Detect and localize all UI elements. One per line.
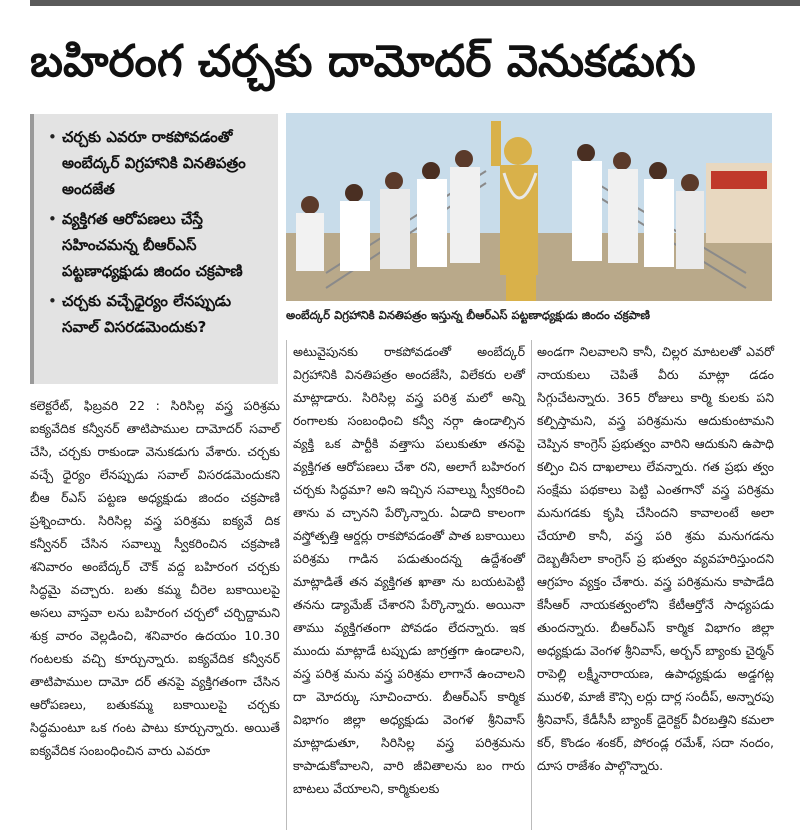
column-divider (531, 340, 532, 830)
highlight-item (46, 206, 270, 284)
bullet-icon: • (48, 128, 57, 146)
top-rule (30, 0, 800, 6)
highlight-text: చర్చకు ఎవరూ రాకపోవడంతో అంబేద్కర్ విగ్రహానికి వినతిపత్రం అందజేత (62, 128, 246, 198)
bullet-icon: • (48, 210, 57, 228)
bullet-icon: • (48, 292, 57, 310)
photo-illustration (286, 113, 772, 301)
photo-caption: అంబేద్కర్ విగ్రహానికి వినతిపత్రం ఇస్తున్న బీఆర్ఎస్ పట్టణాధ్యక్షుడు జిందం చక్రపాణి (286, 308, 650, 322)
headline: బహిరంగ చర్చకు దామోదర్ వెనుకడుగు (30, 36, 696, 87)
article-column-2 (293, 340, 525, 830)
photo-poster-band (711, 171, 767, 189)
highlights-box (30, 114, 278, 384)
highlight-item (46, 288, 270, 340)
column-divider (286, 340, 287, 830)
highlight-text: వ్యక్తిగత ఆరోపణలు చేస్తే సహించమన్న బీఆర్ఎస్ పట్టణాధ్యక్షుడు జిందం చక్రపాణి (62, 210, 243, 280)
article-paragraph: అండగా నిలవాలని కానీ, చిల్లర మాటలతో ఎవరో నాయకులు చెపితే వీరు మాట్లా డడం సిగ్గుచేటన్నారు. 365 రోజులు కార్మి కులకు పని కల్పిస్తామని, వస్త్ర పరిశ్రమను ఆదుకుంటామని చెప్పిన కాంగ్రెస్ ప్రభుత్వం వారిని ఆదుకుని ఉపాధి కల్పిం చిన దాఖలాలు లేవన్నారు. గత ప్రభు త్వం సంక్షేమ పథకాలు పెట్టి ఎంతగానో వస్త్ర పరిశ్రమ మనుగడకు కృషి చేసిందని కావాలంటే అలా చేయాలి కానీ, వస్త్ర పరి శ్రమ మనుగడను దెబ్బతీసేలా కాంగ్రెస్ ప్ర భుత్వం వ్యవహరిస్తుందని ఆగ్రహం వ్యక్తం చేశారు. వస్త్ర పరిశ్రమను కాపాడేది కేసీఆర్ నాయకత్వంలోని కేటీఆర్తోనే సాధ్యపడు తుందన్నారు. బీఆర్ఎస్ కార్మిక విభాగం జిల్లా అధ్యక్షుడు వెంగళ శ్రీనివాస్, అర్బన్ బ్యాంకు చైర్మన్ రాపెల్లి లక్ష్మీనారాయణ, ఉపాధ్యక్షుడు అడ్డగట్ల మురళి, మాజీ కౌన్సి లర్లు దార్ల సందీప్, అన్నారపు శ్రీనివాస్, కేడీసీసీ బ్యాంక్ డైరెక్టర్ వీరబత్తిని కమలా కర్, కొండం శంకర్, పోరండ్ల రమేశ్, సదా నందం, దూస రాజేశం పాల్గొన్నారు. (537, 344, 774, 773)
article-paragraph: కలెక్టరేట్, ఫిబ్రవరి 22 : సిరిసిల్ల వస్త్ర పరిశ్రమ ఐక్యవేదిక కన్వీనర్ తాటిపాముల దామోదర్ సవాల్ చేసి, చర్చకు రాకుండా వెనుకడుగు వేశారు. చర్చకు వచ్చే ధైర్యం లేనప్పుడు సవాల్ విసరడమెందుకని బీఆ ర్ఎస్ పట్టణ అధ్యక్షుడు జిందం చక్రపాణి ప్రశ్నించారు. సిరిసిల్ల వస్త్ర పరిశ్రమ ఐక్యవే దిక కన్వీనర్ చేసిన సవాల్ను స్వీకరించిన చక్రపాణి శనివారం అంబేద్కర్ చౌక్ వద్ద బహిరంగ చర్చకు సిద్ధమై వచ్చారు. బతు కమ్మ చీరెల బకాయిలపై అసలు వాస్తవా లను బహిరంగ చర్చలో చర్చిద్దామని శుక్ర వారం వెల్లడించి, శనివారం ఉదయం 10.30 గంటలకు వచ్చి కూర్చున్నారు. ఐక్యవేదిక కన్వీనర్ తాటిపాముల దామో దర్ తనపై వ్యక్తిగతంగా చేసిన ఆరోపణలు, బతుకమ్మ బకాయిలపై చర్చకు సిద్ధమంటూ ఒక గంట పాటు కూర్చున్నారు. అయితే ఐక్యవేదిక సంబంధించిన వారు ఎవరూ (30, 398, 280, 758)
article-column-3 (537, 340, 774, 830)
highlight-item (46, 124, 270, 202)
article-column-1 (30, 394, 280, 830)
news-photo (286, 113, 772, 301)
article-paragraph: అటువైపునకు రాకపోవడంతో అంబేద్కర్ విగ్రహానికి వినతిపత్రం అందజేసి, విలేకరు లతో మాట్లాడారు. సిరిసిల్ల వస్త్ర పరిశ్ర మలో అన్ని రంగాలకు సంబంధించి కన్వీ నర్గా ఉండాల్సిన వ్యక్తి ఒక పార్టీకి వత్తాసు పలుకుతూ తనపై వ్యక్తిగత ఆరోపణలు చేశా రని, అలాగే బహిరంగ చర్చకు సిద్ధమా? అని ఇచ్చిన సవాల్ను స్వీకరించి తాను వ చ్చానని పేర్కొన్నారు. ఏడాది కాలంగా వస్త్రోత్పత్తి ఆర్డర్లు రాకపోవడంతో పాత బకాయిలు పరిశ్రమ గాడిన పడుతుందన్న ఉద్దేశంతో మాట్లాడితే తన వ్యక్తిగత ఖాతా ను బయటపెట్టి తనను డ్యామేజ్ చేశారని పేర్కొన్నారు. అయినా తాము వ్యక్తిగతంగా పోవడం లేదన్నారు. ఇక ముందు మాట్లాడే టప్పుడు జాగ్రత్తగా ఉండాలని, వస్త్ర పరిశ్ర మను వస్త్ర పరిశ్రమ లాగానే ఉంచాలని దా మోదర్కు సూచించారు. బీఆర్ఎస్ కార్మిక విభాగం జిల్లా అధ్యక్షుడు వెంగళ శ్రీనివాస్ మాట్లాడుతూ, సిరిసిల్ల వస్త్ర పరిశ్రమను కాపాడుకోవాలని, వారి జీవితాలను బం గారు బాటలు వేయాలని, కార్మికులకు (293, 344, 525, 796)
highlight-text: చర్చకు వచ్చేధైర్యం లేనప్పుడు సవాల్ విసరడమెందుకు? (62, 292, 232, 336)
